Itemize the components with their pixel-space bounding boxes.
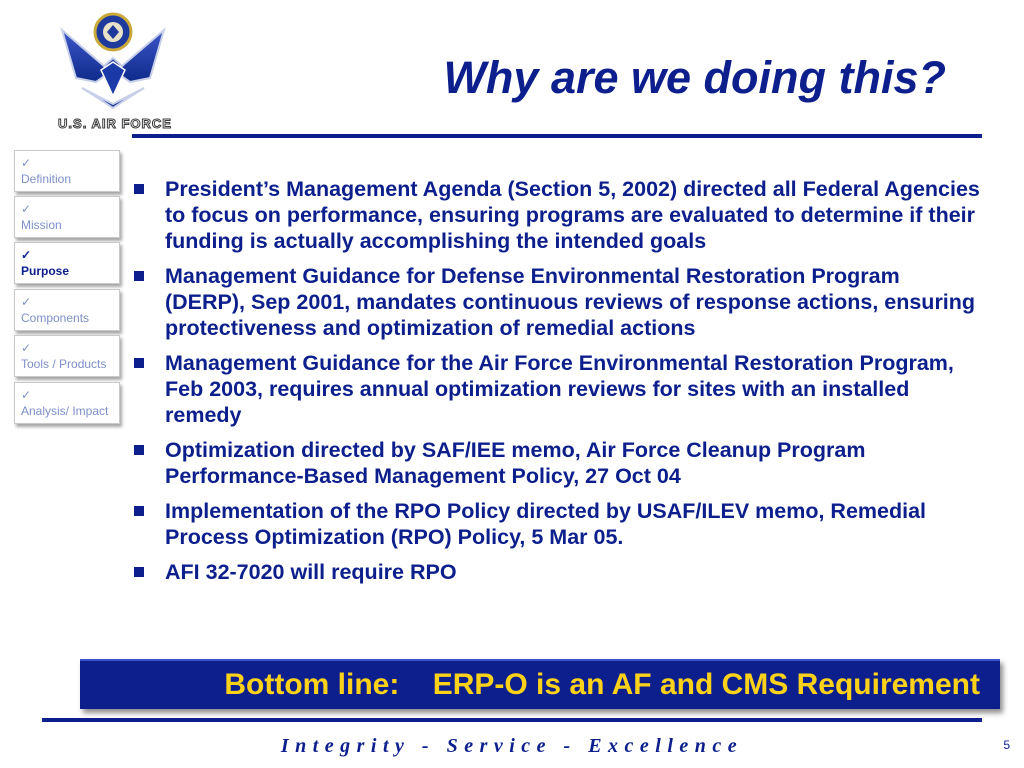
bullet-square-icon: [134, 271, 144, 281]
page-number: 5: [1003, 738, 1010, 752]
bullet-square-icon: [134, 358, 144, 368]
nav-item-analysis-impact[interactable]: [14, 382, 120, 424]
bullet-list: [134, 176, 984, 594]
checkmark-icon: ✓: [21, 295, 32, 309]
bullet-item: [134, 437, 984, 489]
footer-divider: [42, 718, 982, 722]
checkmark-icon: ✓: [21, 248, 32, 262]
checkmark-icon: ✓: [21, 341, 32, 355]
footer-motto: Integrity - Service - Excellence: [280, 735, 744, 757]
bullet-text: President’s Management Agenda (Section 5, 2002) directed all Federal Agencies to focus on performance, ensuring programs are evaluated to determine if their funding is actually accomplishing the intended goals: [165, 177, 980, 253]
bullet-square-icon: [134, 506, 144, 516]
nav-item-purpose[interactable]: [14, 242, 120, 284]
bottom-line-banner: [80, 659, 1000, 709]
nav-item-label: Tools / Products: [21, 357, 107, 371]
bullet-square-icon: [134, 445, 144, 455]
bullet-square-icon: [134, 184, 144, 194]
nav-item-definition[interactable]: [14, 150, 120, 192]
air-force-logo: [30, 8, 200, 131]
bullet-text: Implementation of the RPO Policy directed by USAF/ILEV memo, Remedial Process Optimization (RPO) Policy, 5 Mar 05.: [165, 499, 927, 549]
nav-item-label: Mission: [21, 218, 62, 232]
nav-item-label: Purpose: [21, 264, 70, 278]
bullet-item: [134, 559, 984, 585]
bullet-item: [134, 176, 984, 254]
bottom-line-text: Bottom line: ERP-O is an AF and CMS Requirement: [224, 668, 980, 701]
checkmark-icon: ✓: [21, 202, 32, 216]
bullet-item: [134, 263, 984, 341]
nav-item-mission[interactable]: [14, 196, 120, 238]
nav-item-label: Components: [21, 311, 90, 325]
nav-item-label: Analysis/ Impact: [21, 404, 109, 418]
bullet-text: Management Guidance for the Air Force Environmental Restoration Program, Feb 2003, requires annual optimization reviews for sites with an installed remedy: [165, 351, 954, 427]
bullet-text: Optimization directed by SAF/IEE memo, Air Force Cleanup Program Performance-Based Management Policy, 27 Oct 04: [165, 438, 866, 488]
nav-item-components[interactable]: [14, 289, 120, 331]
bullet-text: Management Guidance for Defense Environmental Restoration Program (DERP), Sep 2001, mandates continuous reviews of response actions, ensuring protectiveness and optimization of remedial actions: [165, 264, 976, 340]
bullet-square-icon: [134, 567, 144, 577]
bullet-item: [134, 350, 984, 428]
nav-item-label: Definition: [21, 172, 72, 186]
checkmark-icon: ✓: [21, 156, 32, 170]
bullet-text: AFI 32-7020 will require RPO: [165, 560, 457, 584]
checkmark-icon: ✓: [21, 388, 32, 402]
nav-item-tools-products[interactable]: [14, 335, 120, 377]
page-title: Why are we doing this?: [443, 52, 946, 103]
logo-wordmark: U.S. AIR FORCE: [58, 116, 172, 131]
title-divider: [132, 134, 982, 138]
air-force-wings-icon: [58, 8, 168, 113]
bullet-item: [134, 498, 984, 550]
